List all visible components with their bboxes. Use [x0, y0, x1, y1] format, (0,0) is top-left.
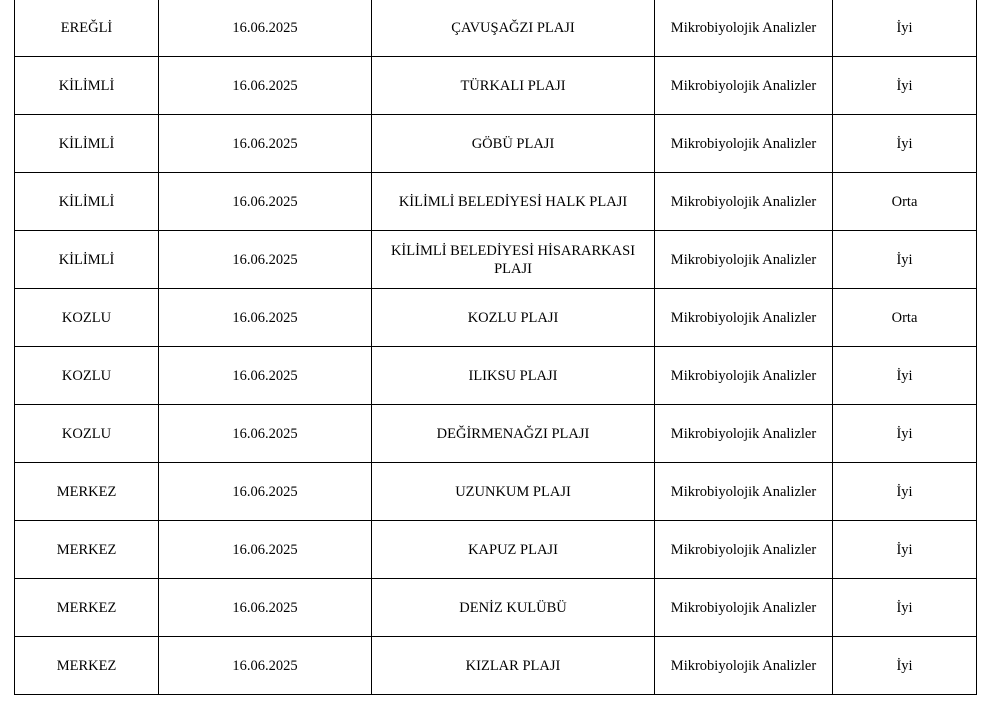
beach-cell: KAPUZ PLAJI: [372, 521, 655, 579]
table-row: [15, 57, 977, 115]
result-cell: İyi: [833, 231, 977, 289]
district-cell: KİLİMLİ: [15, 173, 159, 231]
table-row: [15, 115, 977, 173]
beach-cell: KİLİMLİ BELEDİYESİ HİSARARKASI PLAJI: [372, 231, 655, 289]
beach-cell: GÖBÜ PLAJI: [372, 115, 655, 173]
table-row: [15, 405, 977, 463]
date-cell: 16.06.2025: [159, 579, 372, 637]
district-cell: MERKEZ: [15, 521, 159, 579]
result-cell: İyi: [833, 57, 977, 115]
date-cell: 16.06.2025: [159, 57, 372, 115]
beach-cell: TÜRKALI PLAJI: [372, 57, 655, 115]
beach-cell: DEĞİRMENAĞZI PLAJI: [372, 405, 655, 463]
district-cell: KİLİMLİ: [15, 115, 159, 173]
district-cell: MERKEZ: [15, 463, 159, 521]
analysis-cell: Mikrobiyolojik Analizler: [655, 173, 833, 231]
district-cell: KOZLU: [15, 347, 159, 405]
district-cell: KOZLU: [15, 405, 159, 463]
result-cell: Orta: [833, 173, 977, 231]
table-row: [15, 579, 977, 637]
analysis-cell: Mikrobiyolojik Analizler: [655, 231, 833, 289]
date-cell: 16.06.2025: [159, 0, 372, 57]
district-cell: KOZLU: [15, 289, 159, 347]
district-cell: MERKEZ: [15, 637, 159, 695]
result-cell: İyi: [833, 405, 977, 463]
beach-cell: ÇAVUŞAĞZI PLAJI: [372, 0, 655, 57]
beach-cell: ILIKSU PLAJI: [372, 347, 655, 405]
beach-cell: DENİZ KULÜBÜ: [372, 579, 655, 637]
table-row: [15, 637, 977, 695]
result-cell: Orta: [833, 289, 977, 347]
analysis-cell: Mikrobiyolojik Analizler: [655, 637, 833, 695]
result-cell: İyi: [833, 115, 977, 173]
district-cell: KİLİMLİ: [15, 57, 159, 115]
analysis-cell: Mikrobiyolojik Analizler: [655, 521, 833, 579]
table-row: [15, 347, 977, 405]
date-cell: 16.06.2025: [159, 405, 372, 463]
result-cell: İyi: [833, 637, 977, 695]
date-cell: 16.06.2025: [159, 173, 372, 231]
date-cell: 16.06.2025: [159, 347, 372, 405]
beach-cell: KOZLU PLAJI: [372, 289, 655, 347]
date-cell: 16.06.2025: [159, 637, 372, 695]
table-row: [15, 289, 977, 347]
result-cell: İyi: [833, 347, 977, 405]
analysis-cell: Mikrobiyolojik Analizler: [655, 405, 833, 463]
beach-water-quality-table: [14, 0, 977, 695]
result-cell: İyi: [833, 579, 977, 637]
analysis-cell: Mikrobiyolojik Analizler: [655, 347, 833, 405]
date-cell: 16.06.2025: [159, 115, 372, 173]
analysis-cell: Mikrobiyolojik Analizler: [655, 463, 833, 521]
table-row: [15, 231, 977, 289]
date-cell: 16.06.2025: [159, 231, 372, 289]
date-cell: 16.06.2025: [159, 289, 372, 347]
analysis-cell: Mikrobiyolojik Analizler: [655, 115, 833, 173]
analysis-cell: Mikrobiyolojik Analizler: [655, 0, 833, 57]
table-row: [15, 173, 977, 231]
district-cell: EREĞLİ: [15, 0, 159, 57]
result-cell: İyi: [833, 463, 977, 521]
date-cell: 16.06.2025: [159, 463, 372, 521]
table-row: [15, 521, 977, 579]
date-cell: 16.06.2025: [159, 521, 372, 579]
analysis-cell: Mikrobiyolojik Analizler: [655, 579, 833, 637]
result-cell: İyi: [833, 0, 977, 57]
beach-cell: KIZLAR PLAJI: [372, 637, 655, 695]
beach-cell: KİLİMLİ BELEDİYESİ HALK PLAJI: [372, 173, 655, 231]
result-cell: İyi: [833, 521, 977, 579]
district-cell: KİLİMLİ: [15, 231, 159, 289]
table-row: [15, 0, 977, 57]
analysis-cell: Mikrobiyolojik Analizler: [655, 57, 833, 115]
beach-cell: UZUNKUM PLAJI: [372, 463, 655, 521]
analysis-cell: Mikrobiyolojik Analizler: [655, 289, 833, 347]
district-cell: MERKEZ: [15, 579, 159, 637]
table-row: [15, 463, 977, 521]
